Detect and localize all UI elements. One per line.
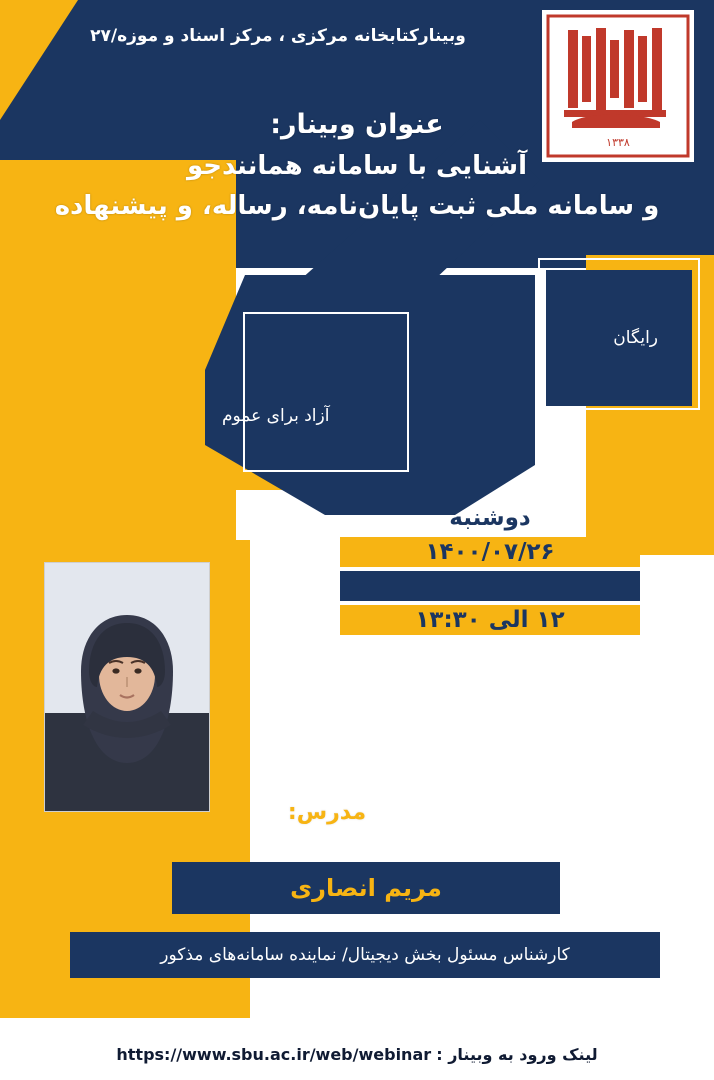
badge-public: آزاد برای عموم [222, 406, 330, 426]
webinar-link[interactable]: https://www.sbu.ac.ir/web/webinar [116, 1045, 432, 1064]
yellow-footer-strip [0, 1008, 250, 1018]
title-line-2: و سامانه ملی ثبت پایان‌نامه، رساله، و پیشنهاده [54, 191, 660, 222]
schedule-date: ۱۴۰۰/۰۷/۲۶ [425, 539, 555, 565]
divider-bar-fill [340, 571, 640, 601]
schedule-time: ۱۲ الی ۱۳:۳۰ [415, 607, 565, 633]
schedule-block [290, 505, 690, 639]
presenter-photo [44, 562, 210, 812]
badge-free: رایگان [613, 328, 658, 348]
navy-center-outline [243, 312, 409, 472]
schedule-time-bar [340, 605, 640, 635]
title-label: عنوان وبینار: [270, 109, 444, 140]
schedule-divider-bar [340, 571, 640, 601]
presenter-name-bar [172, 862, 560, 914]
schedule-date-bar [340, 537, 640, 567]
presenter-label: مدرس: [287, 800, 367, 825]
white-footer-band [0, 1008, 714, 1080]
header-title: وبینارکتابخانه مرکزی ، مرکز اسناد و موزه/۲۷ [90, 26, 466, 46]
footer [0, 1045, 714, 1064]
title-line-1: آشنایی با سامانه همانندجو [187, 150, 527, 181]
title-block [0, 104, 714, 226]
presenter-role: کارشناس مسئول بخش دیجیتال/ نماینده سامانه‌های مذکور [160, 945, 570, 965]
presenter-name: مریم انصاری [290, 874, 442, 902]
presenter-role-bar [70, 932, 660, 978]
schedule-weekday: دوشنبه [449, 505, 531, 531]
footer-label: لینک ورود به وبینار : [436, 1045, 598, 1064]
logo-year: ۱۳۳۸ [606, 136, 630, 149]
